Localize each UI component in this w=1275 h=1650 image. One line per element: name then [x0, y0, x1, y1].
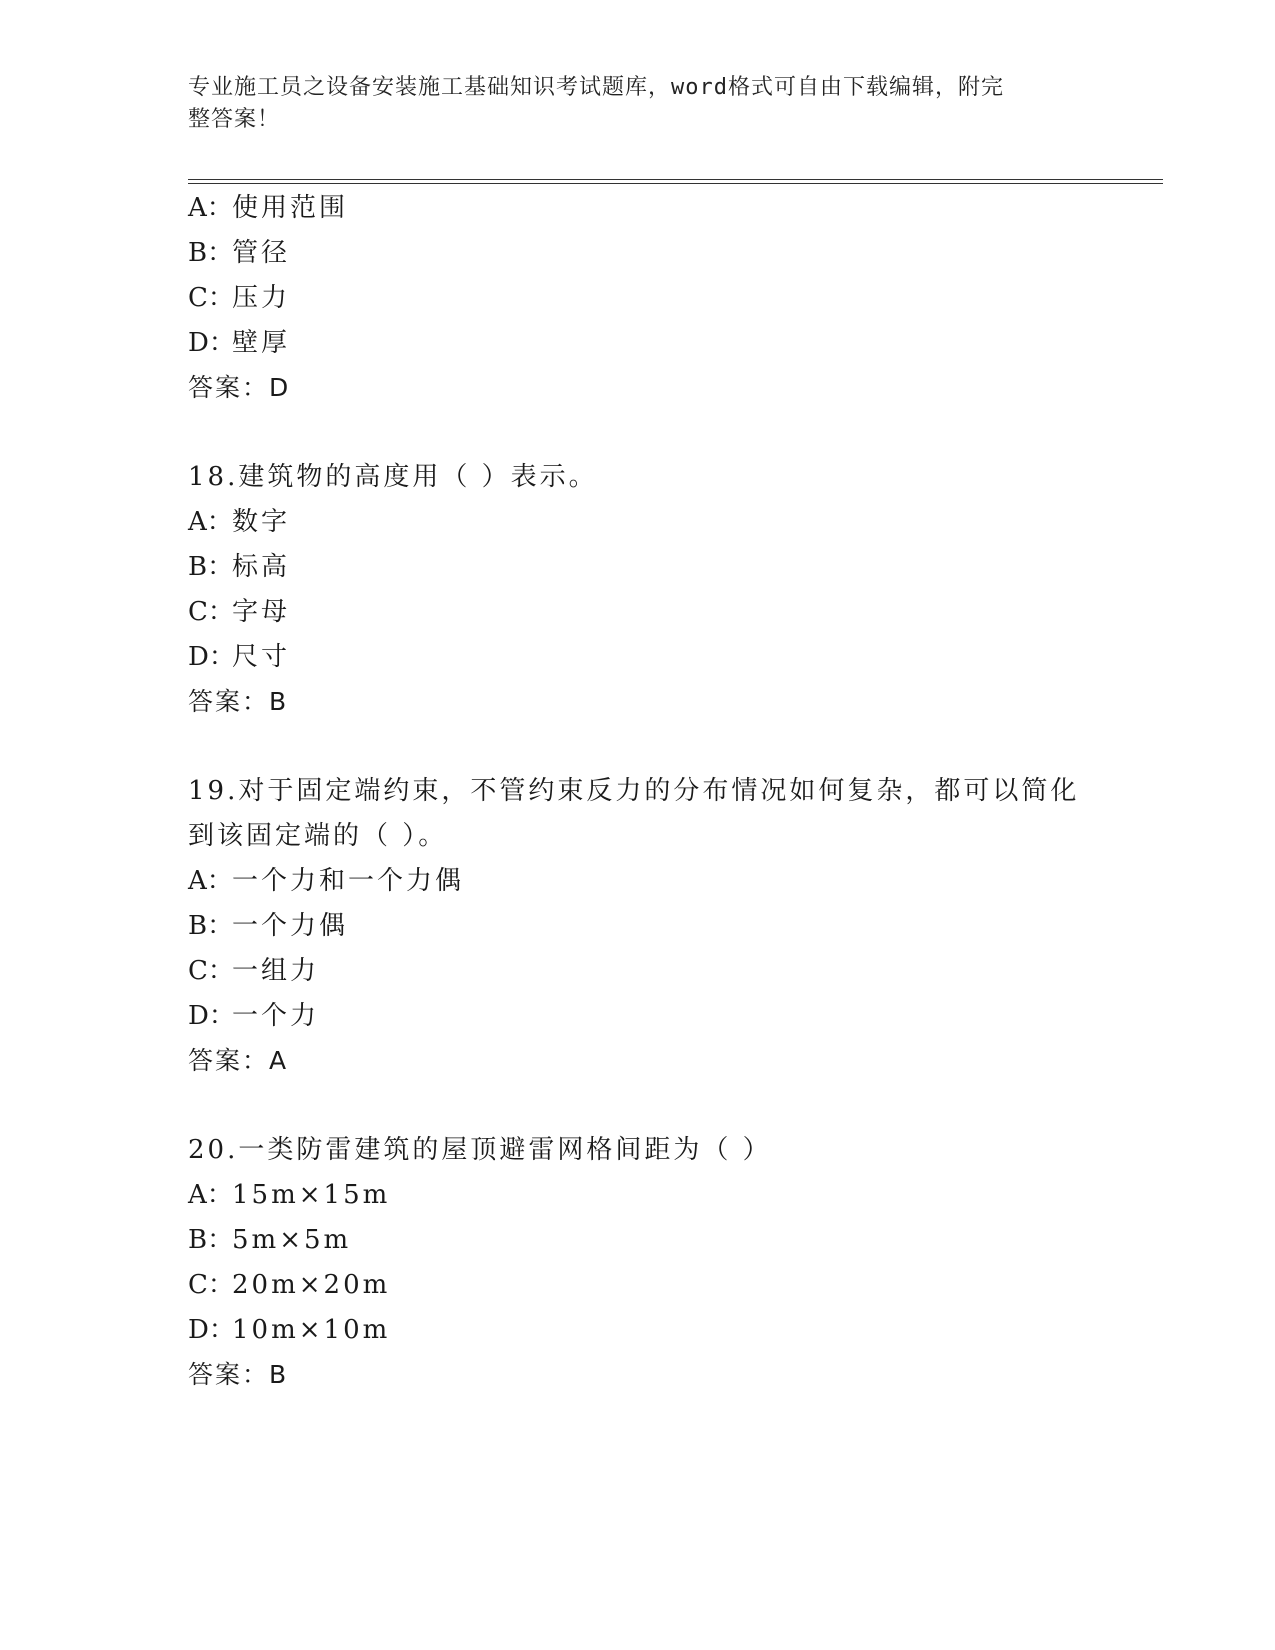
q18-option-b	[188, 551, 290, 583]
option-text: 一个力偶	[232, 911, 349, 941]
q20-option-c	[188, 1269, 390, 1301]
q17-answer: 答案：D	[188, 373, 291, 402]
option-text: 数字	[232, 507, 291, 537]
q18-question: 18.建筑物的高度用（ ）表示。	[188, 462, 598, 492]
option-label: B：	[188, 238, 234, 268]
q20-answer: 答案：B	[188, 1360, 289, 1389]
option-label: C：	[188, 956, 234, 986]
option-label: C：	[188, 1270, 234, 1300]
option-label: B：	[188, 911, 234, 941]
header-line-1: 专业施工员之设备安装施工基础知识考试题库，word格式可自由下载编辑，附完	[188, 75, 1004, 100]
option-label: D：	[188, 642, 235, 672]
q19-option-d	[188, 1000, 319, 1032]
q19-option-b	[188, 910, 348, 942]
option-text: 壁厚	[232, 328, 291, 358]
option-label: D：	[188, 1315, 235, 1345]
document-header	[188, 72, 1078, 136]
option-label: B：	[188, 1225, 234, 1255]
option-text: 15m×15m	[232, 1180, 391, 1210]
header-divider-top	[188, 179, 1163, 180]
q20-option-b	[188, 1224, 351, 1256]
q19-option-a	[188, 865, 464, 897]
option-label: C：	[188, 597, 234, 627]
q18-option-d	[188, 641, 290, 673]
option-text: 管径	[232, 238, 291, 268]
option-text: 5m×5m	[232, 1225, 352, 1255]
q20-question: 20.一类防雷建筑的屋顶避雷网格间距为（ ）	[188, 1135, 772, 1165]
option-label: D：	[188, 1001, 235, 1031]
header-divider-bottom	[188, 183, 1163, 184]
q18-answer: 答案：B	[188, 687, 289, 716]
option-label: A：	[188, 193, 233, 223]
option-label: A：	[188, 866, 233, 896]
option-text: 使用范围	[232, 193, 349, 223]
q17-option-d	[188, 327, 290, 359]
option-label: A：	[188, 1180, 233, 1210]
q20-option-a	[188, 1179, 390, 1211]
option-text: 压力	[232, 283, 291, 313]
option-text: 一个力	[232, 1001, 320, 1031]
q17-option-b	[188, 237, 290, 269]
option-label: B：	[188, 552, 234, 582]
q17-option-a	[188, 192, 348, 224]
option-text: 尺寸	[232, 642, 291, 672]
q19-question-line-2: 到该固定端的（ ）。	[188, 821, 448, 851]
q19-answer: 答案：A	[188, 1046, 289, 1075]
option-text: 一组力	[232, 956, 320, 986]
q20-option-d	[188, 1314, 390, 1346]
q18-option-c	[188, 596, 290, 628]
q19-option-c	[188, 955, 319, 987]
header-line-2: 整答案！	[188, 107, 281, 132]
option-text: 10m×10m	[232, 1315, 391, 1345]
q18-option-a	[188, 506, 290, 538]
option-text: 标高	[232, 552, 291, 582]
option-text: 字母	[232, 597, 291, 627]
option-label: C：	[188, 283, 234, 313]
option-label: A：	[188, 507, 233, 537]
option-text: 一个力和一个力偶	[232, 866, 465, 896]
option-label: D：	[188, 328, 235, 358]
q17-option-c	[188, 282, 290, 314]
q19-question-line-1: 19.对于固定端约束，不管约束反力的分布情况如何复杂，都可以简化	[188, 776, 1080, 806]
option-text: 20m×20m	[232, 1270, 391, 1300]
